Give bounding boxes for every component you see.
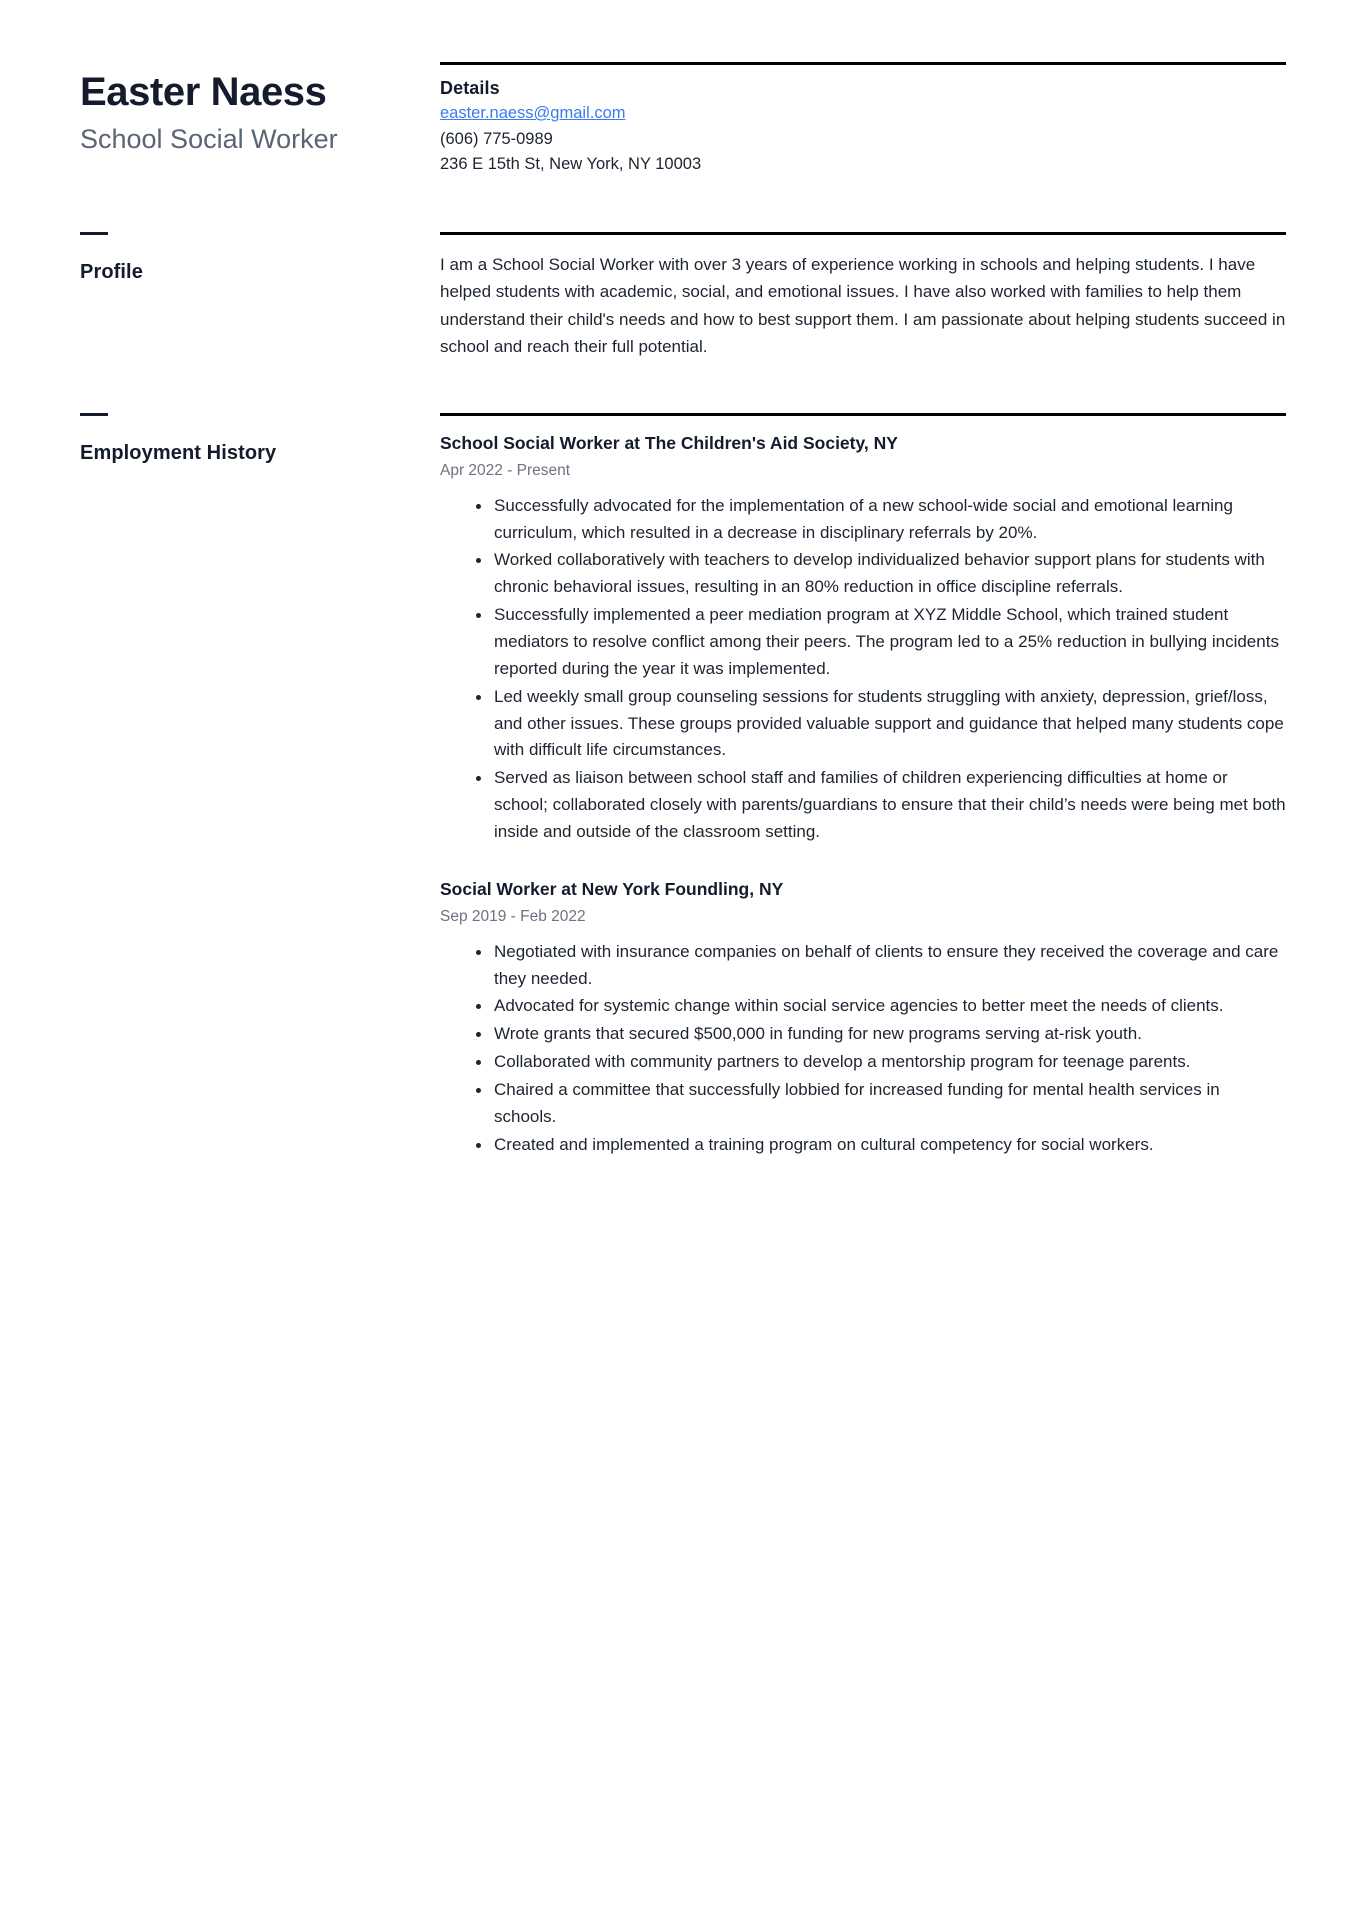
employment-entry-bullets [440,493,1286,846]
employment-section-rule [440,413,1286,416]
bullet-item: Created and implemented a training program on cultural competency for social workers. [476,1132,1286,1159]
employment-entry [440,878,1286,1159]
profile-text: I am a School Social Worker with over 3 years of experience working in schools and helping students. I have helped students with academic, social, and emotional issues. I have also worked with families to help them understand their child's needs and how to best support them. I am passionate about helping students succeed in school and reach their full potential. [440,254,1286,357]
detail-email-row [440,101,1286,127]
profile-section [80,232,1286,361]
details-heading: Details [440,78,500,98]
profile-section-rule [440,232,1286,235]
bullet-item: Successfully implemented a peer mediation program at XYZ Middle School, which trained student mediators to resolve conflict among their peers. The program led to a 25% reduction in bullying incidents reported during the year it was implemented. [476,602,1286,683]
bullet-item: Collaborated with community partners to develop a mentorship program for teenage parents. [476,1049,1286,1076]
details-section-rule [440,62,1286,65]
profile-body [440,232,1286,361]
identity-block [80,62,440,155]
employment-entry-dates: Apr 2022 - Present [440,461,571,479]
candidate-job-title: School Social Worker [80,123,338,154]
bullet-item: Served as liaison between school staff and families of children experiencing difficulties at home or school; collaborated closely with parents/guardians to ensure that their child’s needs were being met both inside and outside of the classroom setting. [476,765,1286,846]
bullet-item: Wrote grants that secured $500,000 in funding for new programs serving at-risk youth. [476,1021,1286,1048]
email-link[interactable]: easter.naess@gmail.com [440,104,626,122]
employment-entry-bullets [440,939,1286,1159]
profile-label-dash-icon [80,232,108,235]
candidate-name: Easter Naess [80,70,327,114]
details-list [440,101,1286,178]
detail-address: 236 E 15th St, New York, NY 10003 [440,155,702,174]
bullet-item: Negotiated with insurance companies on behalf of clients to ensure they received the coverage and care they needed. [476,939,1286,993]
employment-label-dash-icon [80,413,108,416]
resume-header [80,62,1286,178]
bullet-item: Worked collaboratively with teachers to develop individualized behavior support plans for students with chronic behavioral issues, resulting in an 80% reduction in office discipline referrals. [476,547,1286,601]
employment-entry-dates: Sep 2019 - Feb 2022 [440,907,586,925]
employment-body [440,413,1286,1160]
bullet-item: Chaired a committee that successfully lobbied for increased funding for mental health services in schools. [476,1077,1286,1131]
bullet-item: Advocated for systemic change within social service agencies to better meet the needs of clients. [476,993,1286,1020]
employment-section [80,413,1286,1160]
detail-phone: (606) 775-0989 [440,129,553,148]
employment-entry-heading: Social Worker at New York Foundling, NY [440,878,784,899]
employment-entry [440,432,1286,846]
details-block [440,62,1286,178]
bullet-item: Successfully advocated for the implementation of a new school-wide social and emotional learning curriculum, which resulted in a decrease in disciplinary referrals by 20%. [476,493,1286,547]
profile-label-column [80,232,440,284]
employment-section-label: Employment History [80,441,277,464]
bullet-item: Led weekly small group counseling sessions for students struggling with anxiety, depression, grief/loss, and other issues. These groups provided valuable support and guidance that helped many students cope with difficult life circumstances. [476,684,1286,765]
profile-section-label: Profile [80,260,143,283]
employment-label-column [80,413,440,465]
employment-entry-heading: School Social Worker at The Children's Aid Society, NY [440,432,898,453]
